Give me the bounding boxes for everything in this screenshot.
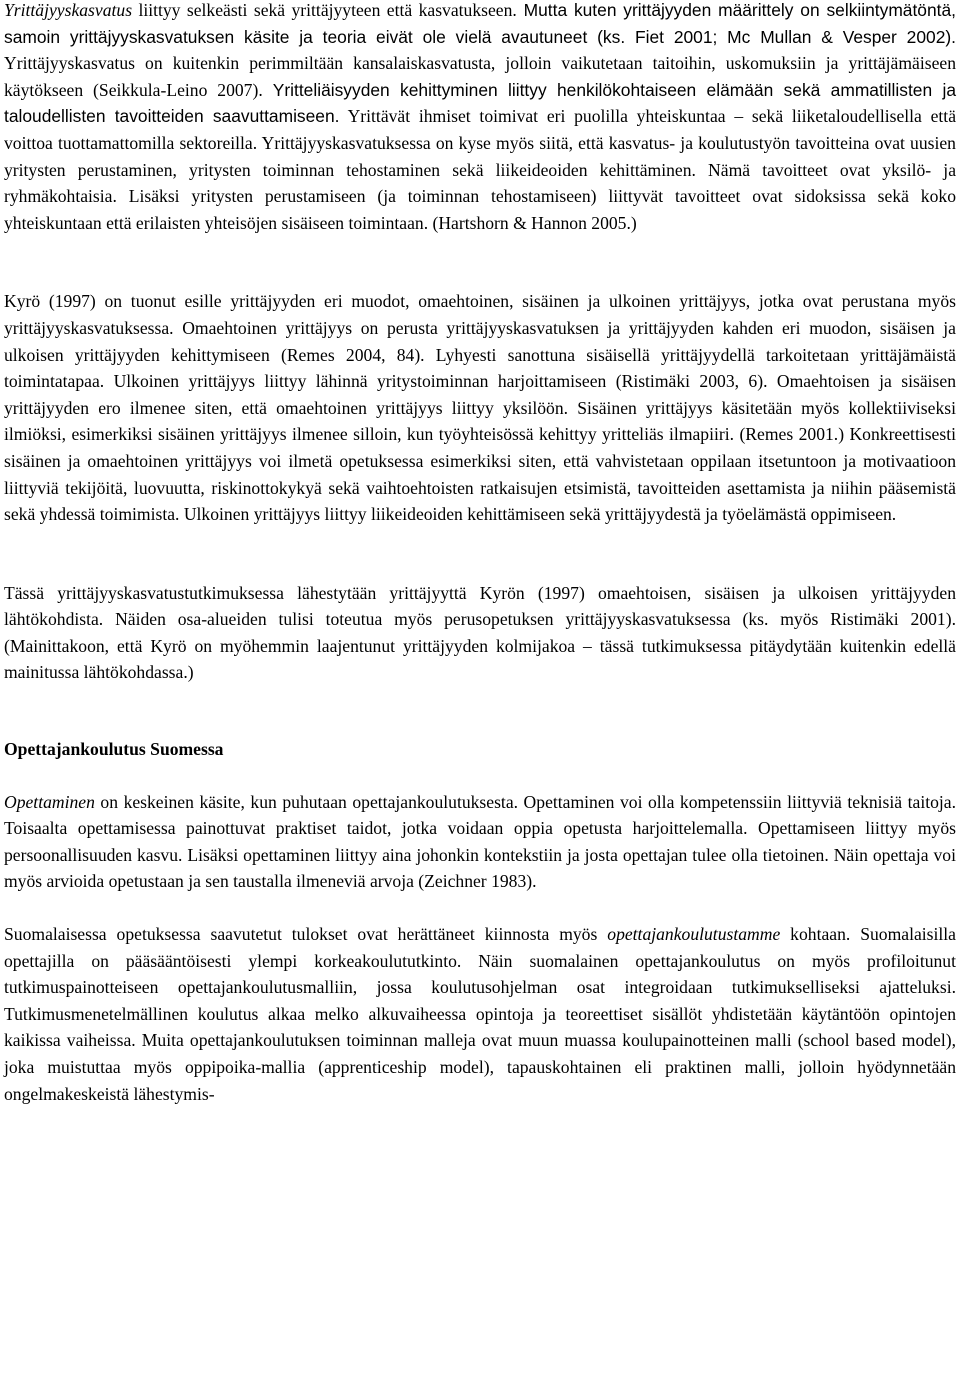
paragraph-finnish-teacher-education [4, 921, 956, 1107]
sentence: Yrittäjyyskasvatuksessa on kyse myös siitä, että kasvatus- ja koulutustyön tavoitteina ovat uusien yritysten perustaminen, yritysten toiminnan tehostaminen sekä liikeideoiden kehittäminen. Nämä tavoitteet ovat yksilö- ja ryhmäkohtaisia. Lisäksi yritysten perustamiseen (ja toiminnan tehostamiseen) liittyvät tavoitteet ovat sidoksissa sekä koko yhteiskuntaan että erilaisten yhteisöjen sisäiseen toimintaan. (Hartshorn & Hannon 2005.) [4, 132, 956, 233]
term-opettajankoulutustamme: opettajankoulutustamme [607, 924, 781, 945]
sentence: Yrittävät ihmiset toimivat eri puolilla yhteiskuntaa – sekä liiketaloudellisella että voittoa tuottamattomilla sektoreilla. [4, 106, 956, 153]
document-page [4, 0, 956, 1107]
sentence: liittyy selkeästi sekä yrittäjyyteen että kasvatukseen. [132, 0, 517, 20]
section-heading: Opettajankoulutus Suomessa [4, 739, 224, 760]
term-opettaminen: Opettaminen [4, 791, 95, 812]
paragraph-teaching [4, 789, 956, 895]
sentence-sans: Yritteliäisyyden kehittyminen liittyy henkilökohtaiseen elämään sekä ammatillisten ja taloudellisten tavoitteiden saavuttamiseen. [4, 79, 957, 127]
sentence-sans: Mutta kuten yrittäjyyden määrittely on selkiintymätöntä, samoin yrittäjyyskasvatuksen käsite ja teoria eivät ole vielä avautuneet (ks. Fiet 2001; Mc Mullan & Vesper 2002). [4, 0, 956, 47]
paragraph-text: Suomalaisessa opetuksessa saavutetut tulokset ovat herättäneet kiinnosta myös [4, 924, 608, 945]
paragraph-text: on keskeinen käsite, kun puhutaan opettajankoulutuksesta. Opettaminen voi olla kompetenssiin liittyviä teknisiä taitoja. Toisaalta opettamisessa painottuvat praktiset taidot, jotka voidaan oppia opetusta harjoittelemalla. Opettamiseen liittyy myös persoonallisuuden kasvu. Lisäksi opettaminen liittyy aina johonkin kontekstiin ja josta opettajan tulee olla tietoinen. Näin opettaja voi myös arvioida opetustaan ja sen taustalla ilmeneviä arvoja (Zeichner 1983). [4, 791, 956, 892]
paragraph-study-approach: Tässä yrittäjyyskasvatustutkimuksessa lähestytään yrittäjyyttä Kyrön (1997) omaehtoisen, sisäisen ja ulkoisen yrittäjyyden lähtökohdista. Näiden osa-alueiden tulisi toteutua myös perusopetuksen yrittäjyyskasvatuksessa (ks. myös Ristimäki 2001). (Mainittakoon, että Kyrö on myöhemmin laajentunut yrittäjyyden kolmijakoa – tässä tutkimuksessa pitäydytään kuitenkin edellä mainitussa lähtökohdassa.) [4, 582, 956, 683]
paragraph-kyro-forms: Kyrö (1997) on tuonut esille yrittäjyyden eri muodot, omaehtoinen, sisäinen ja ulkoinen yrittäjyys, jotka ovat perustana myös yrittäjyyskasvatuksessa. Omaehtoinen yrittäjyys on perusta yrittäjyyskasvatuksen ja yrittäjyyden kahden eri muodon, sisäisen ja ulkoisen yrittäjyyden kehittymiseen (Remes 2004, 84). Lyhyesti sanottuna sisäisellä yrittäjyydellä tarkoitetaan yrittäjämäistä toimintatapaa. Ulkoinen yrittäjyys liittyy lähinnä yritystoiminnan harjoittamiseen (Ristimäki 2003, 6). Omaehtoisen ja sisäisen yrittäjyyden ero ilmenee siten, että omaehtoinen yrittäjyys liittyy yksilöön. Sisäinen yrittäjyys käsitetään myös kollektiiviseksi ilmiöksi, esimerkiksi sisäinen yrittäjyys ilmenee silloin, kun työyhteisössä kehittyy yritteliäs ilmapiiri. (Remes 2001.) Konkreettisesti sisäinen ja omaehtoinen yrittäjyys voi ilmetä opetuksessa esimerkiksi siten, että vahvistetaan oppilaan itsetuntoon ja motivaatioon liittyviä tekijöitä, luovuutta, riskinottokykyä sekä vaihtoehtoisten ratkaisujen etsimistä, tavoitteiden asettamista ja niihin pääsemistä sekä yhdessä toimimista. Ulkoinen yrittäjyys liittyy liikeideoiden kehittämiseen sekä yrittäjyydestä ja työelämästä oppimiseen. [4, 291, 956, 525]
term-yrittajyyskasvatus: Yrittäjyyskasvatus [4, 0, 133, 20]
paragraph-entrepreneurship-education [4, 0, 956, 236]
paragraph-text: kohtaan. Suomalaisilla opettajilla on pääsääntöisesti ylempi korkeakoulututkinto. Näin suomalainen opettajankoulutus on myös profiloitunut tutkimuspainotteiseen opettajankoulutusmalliin, jossa koulutusohjelman osat integroidaan tutkimukselliseksi ajatteluksi. Tutkimusmenetelmällinen koulutus alkaa melko alkuvaiheessa opintoja ja teoreettiset sisällöt yhdistetään käytäntöön opintojen kaikissa vaiheissa. Muita opettajankoulutuksen toiminnan malleja ovat muun muassa koulupainotteinen malli (school based model), joka muistuttaa myös oppipoika-mallia (apprenticeship model), tapauskohtainen eli praktinen malli, jolloin hyödynnetään ongelmakeskeistä lähestymis- [4, 924, 956, 1104]
sentence: Yrittäjyyskasvatus on kuitenkin perimmiltään kansalaiskasvatusta, jolloin vaikutetaan taitoihin, uskomuksiin ja yrittäjämäiseen käytökseen (Seikkula-Leino 2007). [4, 53, 956, 100]
